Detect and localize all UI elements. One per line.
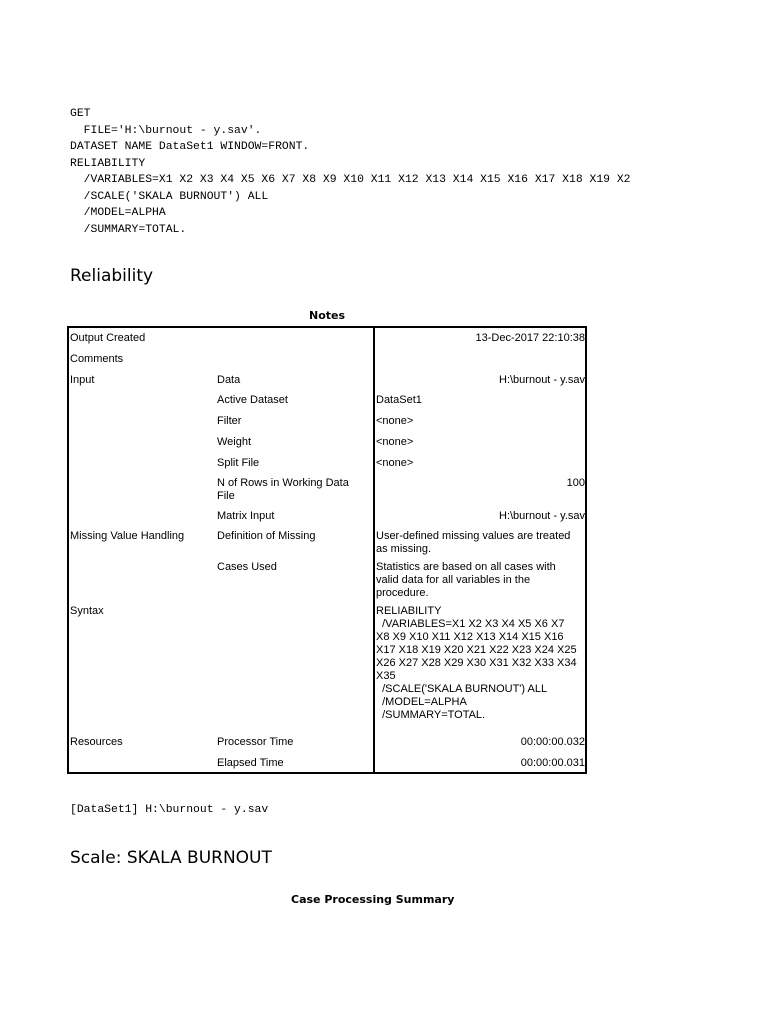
syntax-cell-line: X8 X9 X10 X11 X12 X13 X14 X15 X16 — [376, 631, 564, 643]
table-cell-sublabel: Processor Time — [217, 736, 294, 748]
table-cell-label: Input — [70, 374, 95, 386]
syntax-cell-line: X17 X18 X19 X20 X21 X22 X23 X24 X25 — [376, 644, 577, 656]
syntax-cell-line: RELIABILITY — [376, 605, 442, 617]
notes-table-title: Notes — [309, 309, 346, 322]
table-cell-sublabel: Definition of Missing — [217, 530, 316, 542]
table-cell-value: 100 — [566, 477, 585, 489]
syntax-line: /MODEL=ALPHA — [70, 207, 166, 219]
table-cell-sublabel: Data — [217, 374, 241, 386]
table-cell-label: Output Created — [70, 332, 146, 344]
table-cell-sublabel: Elapsed Time — [217, 757, 284, 769]
table-divider — [373, 328, 375, 772]
syntax-line: GET — [70, 108, 91, 120]
table-cell-value: H:\burnout - y.sav — [499, 510, 585, 522]
syntax-cell — [376, 605, 586, 722]
case-processing-title: Case Processing Summary — [291, 893, 455, 906]
table-cell-sublabel: Filter — [217, 415, 242, 427]
table-cell-sublabel: Active Dataset — [217, 394, 288, 406]
syntax-line: DATASET NAME DataSet1 WINDOW=FRONT. — [70, 141, 310, 153]
table-cell-value: 00:00:00.031 — [520, 757, 585, 769]
table-cell-value: 13-Dec-2017 22:10:38 — [475, 332, 585, 344]
syntax-cell-line: /SUMMARY=TOTAL. — [376, 709, 486, 721]
syntax-cell-line: X35 — [376, 670, 396, 682]
scale-heading: Scale: SKALA BURNOUT — [70, 848, 272, 868]
table-cell-label: Missing Value Handling — [70, 530, 185, 542]
reliability-heading: Reliability — [70, 266, 154, 286]
table-cell-value: Statistics are based on all cases with valid data for all variables in the procedure. — [376, 561, 556, 599]
table-cell-value: User-defined missing values are treated as missing. — [376, 530, 571, 555]
table-cell-sublabel: Split File — [217, 457, 260, 469]
table-cell-sublabel: Matrix Input — [217, 510, 275, 522]
syntax-line: /SCALE('SKALA BURNOUT') ALL — [70, 190, 269, 203]
table-cell-value: 00:00:00.032 — [520, 736, 585, 748]
table-cell-value: DataSet1 — [376, 394, 422, 406]
syntax-cell-line: /SCALE('SKALA BURNOUT') ALL — [376, 683, 548, 695]
table-cell-label: Resources — [70, 736, 123, 748]
table-cell-label: Syntax — [70, 605, 104, 617]
table-cell-value: <none> — [376, 457, 414, 469]
table-cell-value: <none> — [376, 415, 414, 427]
syntax-cell-line: X26 X27 X28 X29 X30 X31 X32 X33 X34 — [376, 657, 577, 669]
syntax-line: /VARIABLES=X1 X2 X3 X4 X5 X6 X7 X8 X9 X10 X11 X12 X13 X14 X15 X16 X17 X18 X19 X2 — [70, 174, 631, 186]
table-cell-label: Comments — [70, 353, 124, 365]
syntax-line: /SUMMARY=TOTAL. — [70, 223, 187, 236]
notes-table — [67, 326, 587, 774]
syntax-block — [70, 106, 682, 238]
table-cell-sublabel: Cases Used — [217, 561, 277, 573]
syntax-line: FILE='H:\burnout - y.sav'. — [70, 124, 262, 137]
table-cell-value: <none> — [376, 436, 414, 448]
syntax-cell-line: /MODEL=ALPHA — [376, 696, 467, 708]
table-cell-sublabel: N of Rows in Working Data File — [217, 477, 349, 502]
table-cell-sublabel: Weight — [217, 436, 252, 448]
dataset-log: [DataSet1] H:\burnout - y.sav — [70, 804, 269, 816]
syntax-line: RELIABILITY — [70, 157, 146, 170]
table-cell-value: H:\burnout - y.sav — [499, 374, 585, 386]
syntax-cell-line: /VARIABLES=X1 X2 X3 X4 X5 X6 X7 — [376, 618, 565, 630]
